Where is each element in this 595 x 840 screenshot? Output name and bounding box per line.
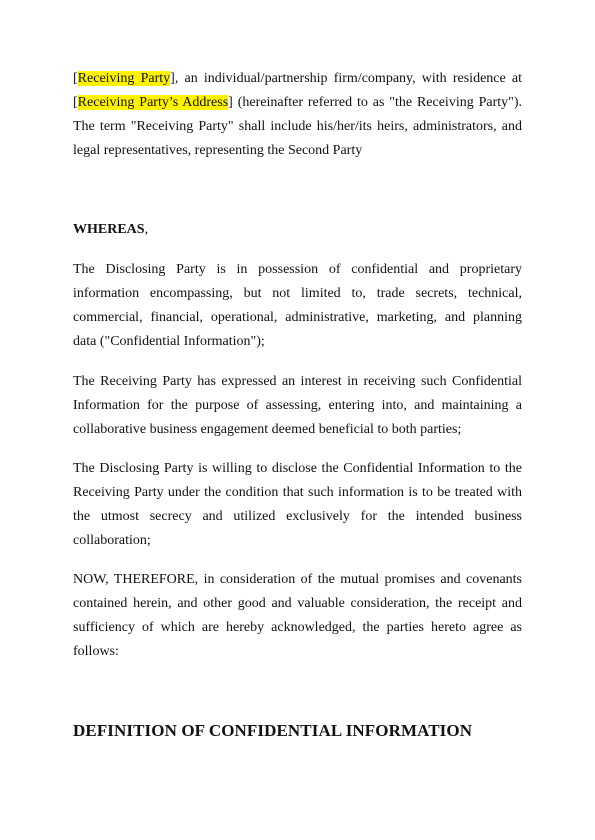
receiving-party-address-description: ] (hereinafter referred to as "the Receiving Party"). The term "Receiving Party" shall include his/her/its heirs, administrators, and legal representatives, representing the Second Party xyxy=(73,95,523,158)
recital-paragraph: The Receiving Party has expressed an interest in receiving such Confidential Information for the purpose of assessing, entering into, and maintaining a collaborative business engagement deemed beneficial to both parties; xyxy=(73,374,522,437)
bracket-open: [ xyxy=(73,71,78,86)
receiving-party-description: ], an individual/partnership firm/company, with residence at xyxy=(170,71,522,86)
recital-paragraph: The Disclosing Party is willing to disclose the Confidential Information to the Receiving Party under the condition that such information is to be treated with the utmost secrecy and utilized exclusively for the intended business collaboration; xyxy=(73,461,522,548)
now-therefore-paragraph: NOW, THEREFORE, in consideration of the mutual promises and covenants contained herein, and other good and valuable consideration, the receipt and sufficiency of which are hereby acknowledged, the parties hereto agree as follows: xyxy=(73,572,522,659)
whereas-punct: , xyxy=(144,222,149,237)
receiving-party-paragraph xyxy=(73,67,522,163)
recital-paragraph: The Disclosing Party is in possession of confidential and proprietary information encompassing, but not limited to, trade secrets, technical, commercial, financial, operational, administrative, marketing, and planning data ("Confidential Information"); xyxy=(73,262,522,349)
receiving-party-address-placeholder[interactable]: Receiving Party’s Address xyxy=(77,95,229,110)
whereas-heading xyxy=(73,218,148,242)
receiving-party-placeholder[interactable]: Receiving Party xyxy=(77,71,171,86)
section-heading-definition: DEFINITION OF CONFIDENTIAL INFORMATION xyxy=(73,721,473,740)
bracket-open: [ xyxy=(73,95,78,110)
whereas-label: WHEREAS xyxy=(73,222,145,237)
